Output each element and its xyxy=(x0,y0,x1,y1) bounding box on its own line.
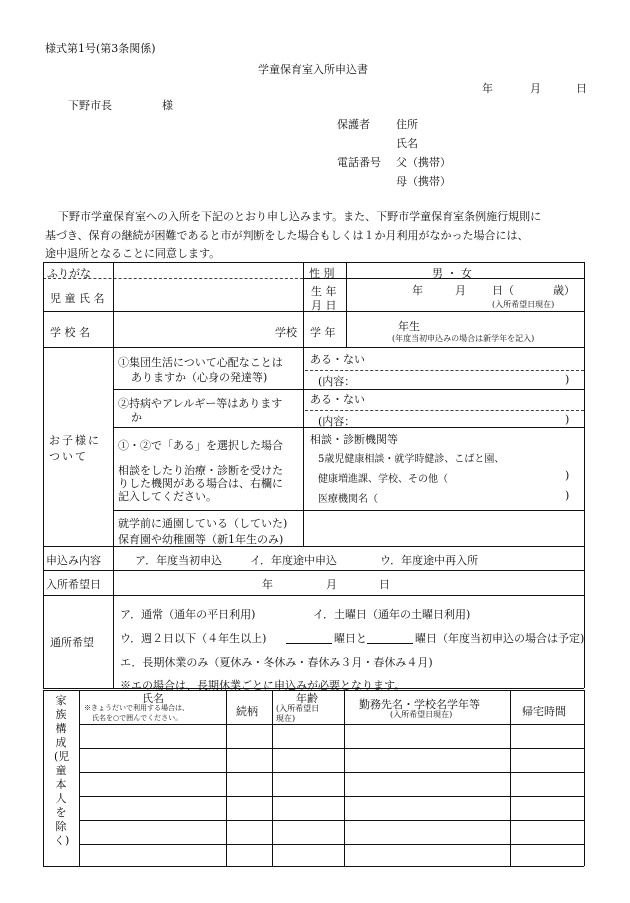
family-col-relation: 続柄 xyxy=(236,705,258,718)
desired-month-label: 月 xyxy=(326,578,337,591)
grade-value: 年生 xyxy=(398,320,420,333)
family-col-name-note-2: 氏名を○で囲んでください。 xyxy=(92,714,183,722)
birth-day-label: 日（ xyxy=(492,284,514,297)
q2-line-1: ②持病やアレルギー等はあります xyxy=(118,397,283,410)
mother-phone-label: 母（携帯） xyxy=(396,175,451,188)
q3-line-4: 記入してください。 xyxy=(118,490,217,503)
family-header-line xyxy=(79,724,584,725)
family-col-line-2 xyxy=(226,690,227,866)
attend-label: 通所希望 xyxy=(50,636,94,649)
family-col-work: 勤務先名・学校名学年等 xyxy=(359,698,480,711)
apply-option-i[interactable]: イ．年度途中申込 xyxy=(250,554,338,567)
furigana-label: ふりがな xyxy=(47,267,91,280)
family-border-right xyxy=(584,690,585,866)
birth-age-label: 歳） xyxy=(553,284,575,297)
family-row-line-3 xyxy=(79,796,584,797)
name-label: 氏名 xyxy=(396,137,418,150)
sex-label: 性 別 xyxy=(309,267,335,280)
attend-option-u[interactable]: ウ．週２日以下（４年生以上) xyxy=(120,632,267,645)
family-col-line-4 xyxy=(344,690,345,866)
addressee: 下野市長 xyxy=(68,99,112,112)
apply-label: 申込み内容 xyxy=(46,554,101,567)
apply-option-a[interactable]: ア．年度当初申込 xyxy=(135,554,223,567)
q1-answer[interactable]: ある・ない xyxy=(310,353,365,366)
q1-bottom-line xyxy=(113,389,584,390)
family-col-age-note-2: 現在) xyxy=(276,714,296,723)
row-line-school xyxy=(43,347,584,348)
q1-line-1: ①集団生活について心配なことは xyxy=(118,356,283,369)
form-border-left xyxy=(43,262,44,688)
sex-row-line xyxy=(303,278,584,279)
phone-label: 電話番号 xyxy=(337,156,381,169)
attend-note: ※エの場合は、長期休業ごとに申込みが必要となります。 xyxy=(120,679,406,692)
family-col-age: 年齢 xyxy=(296,692,318,705)
date-month-label: 月 xyxy=(530,82,541,95)
school-suffix: 学校 xyxy=(275,326,297,339)
birth-note: (入所希望日現在) xyxy=(492,300,555,309)
sub-label-column-line xyxy=(346,262,347,347)
attend-u-blank-2[interactable] xyxy=(367,643,413,644)
q3-answer-3: 医療機関名（ xyxy=(318,494,378,505)
date-day-label: 日 xyxy=(576,82,587,95)
mid-column-line-child xyxy=(303,347,304,546)
family-row-line-1 xyxy=(79,748,584,749)
attend-option-i[interactable]: イ．土曜日（通年の土曜日利用) xyxy=(313,608,471,621)
family-col-name-note-1: ※きょうだいで利用する場合は、 xyxy=(84,704,189,712)
family-row-line-5 xyxy=(79,844,584,845)
father-phone-label: 父（携帯） xyxy=(396,156,451,169)
family-row-line-4 xyxy=(79,820,584,821)
q1-content-close: ) xyxy=(565,373,570,386)
attend-option-a[interactable]: ア．通常（通年の平日利用) xyxy=(120,608,256,621)
family-row-line-2 xyxy=(79,772,584,773)
mid-column-line-top xyxy=(303,262,304,347)
child-name-label: 児 童 氏 名 xyxy=(50,292,105,305)
q3-line-3: りした機関がある場合は、右欄に xyxy=(118,477,283,490)
birth-label-2: 月 日 xyxy=(311,299,337,312)
row-line-desired xyxy=(43,595,584,596)
row-line-apply xyxy=(43,570,584,571)
address-label: 住所 xyxy=(396,118,418,131)
desired-year-label: 年 xyxy=(262,578,273,591)
q2-dash-line xyxy=(305,410,584,411)
grade-label: 学 年 xyxy=(310,326,336,339)
family-col-age-note-1: (入所希望日 xyxy=(276,704,320,713)
q3-answer-1: 5歳児健康相談・就学時健診、こばと園、 xyxy=(318,454,505,465)
intro-line-2: 基づき、保育の継続が困難であると市が判断をした場合もしくは１か月利用がなかった場合には、 xyxy=(45,229,529,242)
q3-line-2: 相談をしたり治療・診断を受けた xyxy=(118,464,283,477)
form-border-top xyxy=(43,262,584,263)
q4-line-1: 就学前に通園している（していた) xyxy=(118,517,288,530)
grade-note: (年度当初申込みの場合は新学年を記入) xyxy=(392,334,535,343)
attend-u-blank-1[interactable] xyxy=(286,643,332,644)
form-border-right xyxy=(584,262,585,688)
attend-u-weekday-1: 曜日と xyxy=(334,632,367,645)
form-number: 様式第1号(第3条関係) xyxy=(45,42,156,55)
attend-option-e[interactable]: エ．長期休業のみ（夏休み・冬休み・春休み３月・春休み４月) xyxy=(120,656,433,669)
family-border-bottom xyxy=(43,866,584,867)
family-border-left xyxy=(43,690,44,866)
q3-answer-title: 相談・診断機関等 xyxy=(310,433,398,446)
page-title: 学童保育室入所申込書 xyxy=(258,63,368,76)
q3-answer-3-close: ) xyxy=(565,489,570,502)
birth-label-1: 生 年 xyxy=(311,285,337,298)
q3-answer-2-close: ) xyxy=(565,469,570,482)
q2-line-2: か xyxy=(131,411,142,424)
q1-dash-line xyxy=(305,370,584,371)
guardian-label: 保護者 xyxy=(337,118,370,131)
intro-line-3: 途中退所となることに同意します。 xyxy=(45,247,221,260)
school-label: 学 校 名 xyxy=(50,326,90,339)
family-col-line-1 xyxy=(79,690,80,866)
birth-month-label: 月 xyxy=(455,284,466,297)
q2-content-label: (内容： xyxy=(318,415,356,428)
label-column-line-bottom xyxy=(113,546,114,688)
q2-content-close: ) xyxy=(565,413,570,426)
addressee-suffix: 様 xyxy=(162,99,173,112)
sex-value[interactable]: 男 ・ 女 xyxy=(432,267,472,280)
label-column-line xyxy=(113,262,114,546)
q1-line-2: ありますか（心身の発達等) xyxy=(131,371,268,384)
q4-line-2: 保育園や幼稚園等（新1年生のみ) xyxy=(118,533,284,546)
desired-day-label: 日 xyxy=(379,578,390,591)
q1-content-label: (内容： xyxy=(318,375,356,388)
apply-option-u[interactable]: ウ．年度途中再入所 xyxy=(380,554,479,567)
q3-answer-2: 健康増進課、学校、その他（ xyxy=(318,474,448,485)
birth-year-label: 年 xyxy=(412,284,423,297)
family-col-return: 帰宅時間 xyxy=(522,705,566,718)
q2-answer[interactable]: ある・ない xyxy=(310,393,365,406)
q3-line-1: ①・②で「ある」を選択した場合 xyxy=(118,439,283,452)
family-section-label: 家族構成(児童本人を除く) xyxy=(54,694,70,847)
family-col-name: 氏名 xyxy=(142,692,164,705)
intro-line-1: 下野市学童保育室への入所を下記のとおり申し込みます。また、下野市学童保育室条例施行規則に xyxy=(58,210,542,223)
family-col-work-note: (入所希望日現在) xyxy=(390,710,453,719)
q3-bottom-line xyxy=(113,510,584,511)
date-year-label: 年 xyxy=(482,82,493,95)
family-col-line-3 xyxy=(272,690,273,866)
attend-u-weekday-2: 曜日（年度当初申込の場合は予定) xyxy=(415,632,585,645)
child-section-label: お子様について xyxy=(49,434,101,463)
desired-date-label: 入所希望日 xyxy=(46,578,101,591)
family-col-line-5 xyxy=(510,690,511,866)
